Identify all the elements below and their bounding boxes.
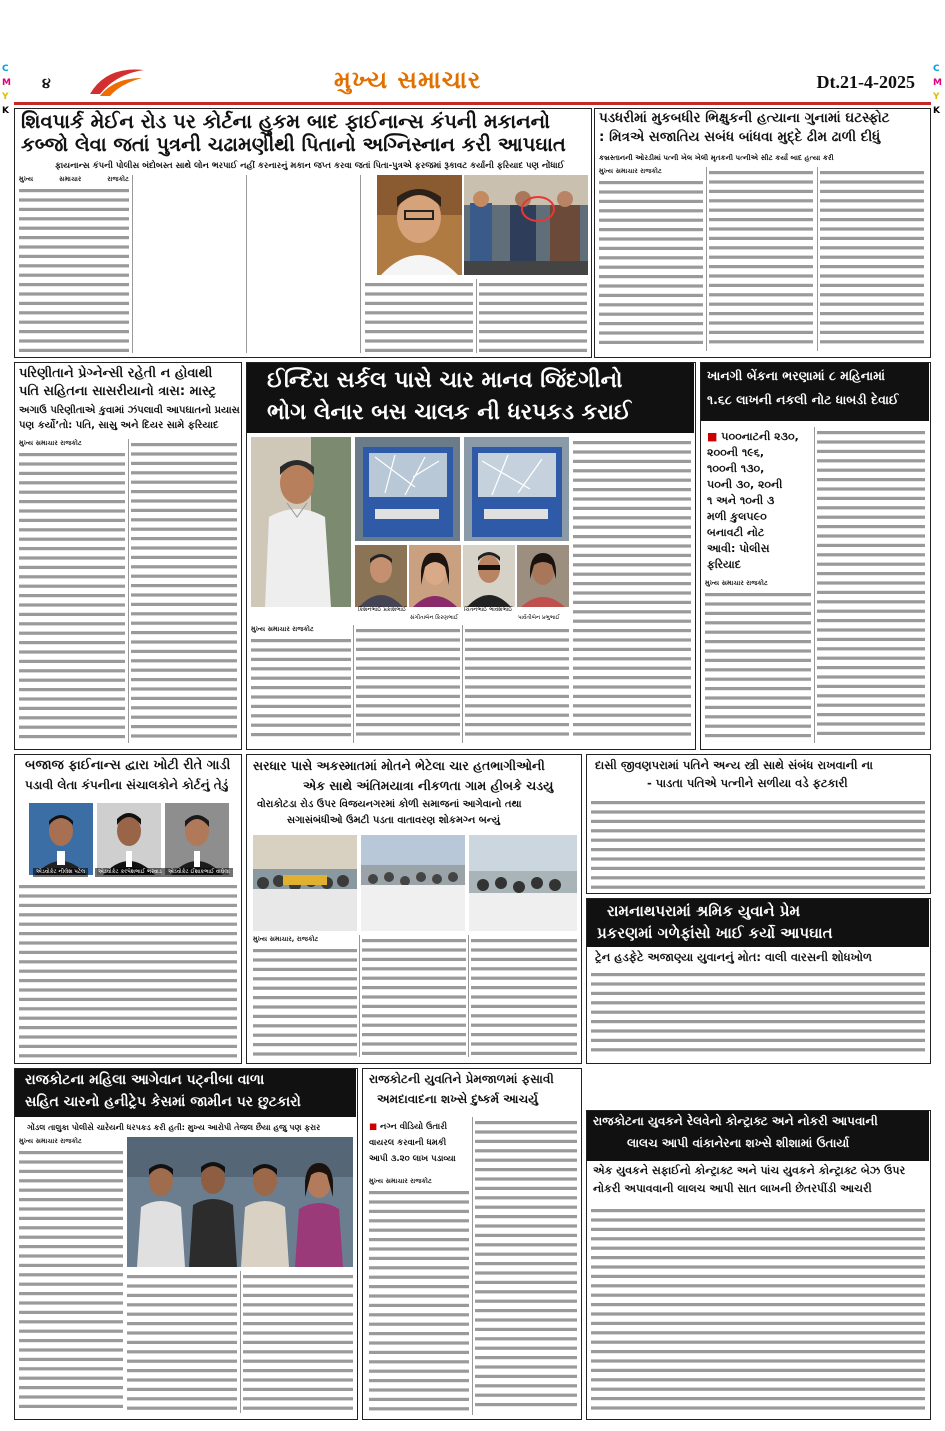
article-column: [356, 625, 460, 745]
article-body: [591, 969, 925, 1061]
article-column: [705, 579, 811, 745]
subheadline: સગાસંબંધીઓ ઉમટી પડતા વાતાવરણ શોકમગ્ન બન્યું: [287, 815, 501, 826]
headline: લાલચ આપી વાંકાનેરના શખ્સે શીશામાં ઉતાર્યા: [627, 1136, 850, 1150]
article-column: [820, 167, 924, 353]
dateline: મુખ્ય સમાચાર રાજકોટ: [19, 439, 82, 447]
cmyk-m: M: [933, 78, 942, 88]
body-text-lines: [591, 797, 925, 891]
dateline: મુખ્ય સમાચાર રાજકોટ: [599, 167, 662, 175]
story-bajaj-finance-court: [14, 754, 242, 1064]
headline: ભોગ લેનાર બસ ચાલક ની ધરપકડ કરાઈ: [267, 400, 631, 425]
bullet-line: વાયરલ કરવાની ધમકી: [369, 1138, 447, 1148]
body-text-lines: [573, 437, 691, 745]
subheadline: ગોંડલ તાલુકા પોલીસે ચારેયની ધરપકડ કરી હતી: મુખ્ય આરોપી તેજલ છૈયા હજુ પણ ફરાર: [27, 1123, 321, 1132]
body-text-lines: [251, 625, 351, 745]
body-text-lines: [705, 579, 811, 745]
dateline: મુખ્ય સમાચાર રાજકોટ: [19, 1137, 82, 1145]
story-ramnathpara-suicide: [586, 898, 931, 1064]
story-fake-notes: [700, 362, 931, 750]
victim-name-3: ચિંતનભાઈ ભાવેશભાઈ: [461, 607, 516, 614]
article-column: [599, 167, 703, 353]
body-text-lines: [19, 1137, 123, 1415]
headline: દાસી જીવણપરામાં પતિને અન્ય સ્ત્રી સાથે સંબંધ રાખવાની ના: [595, 758, 873, 772]
body-text-lines: [465, 625, 569, 745]
advocate-photo-2: [97, 803, 161, 875]
damaged-bus-photo: [355, 437, 460, 541]
dateline: મુખ્ય સમાચાર રાજકોટ: [251, 625, 314, 633]
funeral-procession-photo-1: [253, 835, 357, 931]
cmyk-c: C: [2, 64, 9, 74]
advocate-name-1: એડવોકેટ નીલેશ પટેલ: [33, 868, 88, 877]
headline: પતિ સહિતના સાસરીયાનો ત્રાસ: માસ્ટ્ર: [19, 384, 217, 399]
body-text-lines: [591, 1205, 925, 1415]
headline: રામનાથપરામાં શ્રમિક યુવાને પ્રેમ: [607, 902, 801, 920]
story-bus-driver-arrest: [246, 362, 696, 750]
headline: ખાનગી બેંકના ભરણામાં ૮ મહિનામાં: [707, 368, 885, 383]
victim-photo-2: [409, 545, 461, 607]
subheadline: પણ કર્યો’તો: પતિ, સાસુ અને દિયર સામે ફરિયાદ: [19, 420, 219, 431]
dateline: મુખ્ય સમાચાર રાજકોટ: [705, 579, 768, 587]
article-column: [479, 279, 587, 355]
accused-bus-driver-photo: [251, 437, 351, 607]
damaged-bus-photo-2: [464, 437, 569, 541]
bullet-line: નગ્ન વીડિયો ઉતારી: [380, 1122, 448, 1132]
headline: બજાજ ફાઈનાન્સ દ્વારા ખોટી રીતે ગાડી: [25, 758, 231, 773]
headline: : મિત્રએ સજાતિય સબંધ બાંધવા મુદ્દે ઢીમ ઢાળી દીધું: [599, 129, 881, 145]
article-column: [253, 935, 357, 1059]
funeral-procession-photo-2: [361, 835, 465, 931]
bullet-square-icon: ■: [707, 430, 718, 443]
bullet-line: ૧૦૦ની ૧૩૦,: [707, 462, 765, 475]
article-column: [243, 1271, 353, 1415]
headline: પડાવી લેતા કંપનીના સંચાલકોને કોર્ટનું તેડું: [25, 778, 229, 792]
article-column: [19, 1137, 123, 1415]
article-column: [709, 167, 813, 353]
body-text-lines: [479, 279, 587, 355]
body-text-lines: [19, 881, 237, 1059]
subheadline: ફાયનાન્સ કંપની પોલીસ બંદોબસ્ત સાથે લોન ભરપાઈ નહીં કરનારનું મકાન જપ્ત કરવા જતાં પિતા-પુત્રએ ફરજમાં રૂકાવટ કર્યાની ફરિયાદ પણ નોંધાઈ: [55, 161, 565, 171]
body-text-lines: [820, 167, 924, 353]
body-text-lines: [127, 1271, 237, 1415]
headline: - પાડતા પતિએ પત્નીને સળીયા વડે ફટકારી: [647, 776, 848, 790]
body-text-lines: [817, 427, 925, 745]
article-column: [127, 1271, 237, 1415]
article-column: [19, 175, 129, 355]
headline: સહિત ચારનો હનીટ્રેપ કેસમાં જામીન પર છુટકારો: [25, 1094, 301, 1110]
cmyk-c: C: [933, 64, 940, 74]
person-portrait-photo: [377, 175, 462, 275]
cmyk-m: M: [2, 78, 11, 88]
bullet-square-icon: ■: [369, 1122, 378, 1132]
color-registration-left: [2, 62, 12, 118]
body-text-lines: [131, 439, 237, 745]
body-text-lines: [19, 439, 125, 745]
body-text-lines: [599, 167, 703, 353]
bullet-line: આપી ૩.૨૦ લાખ પડાવ્યા: [369, 1154, 456, 1164]
story-railway-contract-fraud: [586, 1110, 931, 1420]
body-text-lines: [709, 167, 813, 353]
headline: પરિણીતાને પ્રેગ્નેન્સી રહેતી ન હોવાથી: [19, 366, 213, 381]
bullet-line: મળી કુલ૫૯૦: [707, 510, 767, 523]
accused-group-photo: [127, 1137, 353, 1267]
body-text-lines: [475, 1117, 577, 1415]
color-registration-right: [933, 62, 943, 118]
story-shivpark-suicide: [14, 108, 592, 358]
headline: પડધરીમાં મુકબધીર ભિક્ષુકની હત્યાના ગુનામાં ઘટસ્ફોટ: [599, 110, 890, 126]
article-column: [251, 625, 351, 745]
article-column: [573, 437, 691, 745]
headline: રાજકોટના મહિલા આગેવાન પટ્નીબા વાળા: [25, 1072, 265, 1088]
victim-name-4: પાર્વતીબેન પ્રભુભાઈ: [515, 615, 563, 622]
headline: શિવપાર્ક મેઈન રોડ પર કોર્ટના હુકમ બાદ ફાઈનાન્સ કંપની મકાનનો: [21, 110, 551, 133]
section-title: મુખ્ય સમાચાર: [334, 66, 482, 94]
story-husband-assault: [586, 754, 931, 894]
funeral-procession-photo-3: [469, 835, 577, 931]
article-body: [591, 1205, 925, 1415]
dateline: મુખ્ય સમાચાર રાજકોટ: [19, 175, 129, 183]
highlight-bullets: [707, 429, 809, 573]
cmyk-k: K: [933, 106, 940, 116]
subheadline: વોરાકોટડા રોડ ઉપર વિજયનગરમાં કોળી સમાજનાં આગેવાનો તથા: [257, 799, 522, 810]
cmyk-k: K: [2, 106, 9, 116]
dateline: મુખ્ય સમાચાર રાજકોટ: [369, 1177, 432, 1185]
body-text-lines: [253, 935, 357, 1059]
article-column: [19, 439, 125, 745]
headline: અમદાવાદના શખ્સે દુષ્કર્મ આચર્યુ: [377, 1092, 538, 1106]
article-column: [131, 439, 237, 745]
article-body: [19, 881, 237, 1059]
body-text-lines: [365, 279, 473, 355]
story-padadhari-murder: [594, 108, 931, 358]
body-text-lines: [243, 1271, 353, 1415]
article-column: [465, 625, 569, 745]
article-body: [591, 797, 925, 891]
page-header: [14, 64, 931, 105]
headline: કબ્જો લેવા જતાં પુત્રની ચઢામણીથી પિતાનો અગ્નિસ્નાન કરી આપઘાત: [21, 133, 566, 156]
bullet-line: ફરિયાદ: [707, 558, 741, 571]
bullet-line: ૨૦૦ની ૧૯૬,: [707, 446, 765, 459]
article-column: [817, 427, 925, 745]
body-text-lines: [356, 625, 460, 745]
body-text-lines: [591, 969, 925, 1061]
victim-photo-1: [355, 545, 407, 607]
cmyk-y: Y: [933, 92, 940, 102]
bullet-line: ૫૦ની ૩૦, ૨૦ની: [707, 478, 783, 491]
headline: પ્રકરણમાં ગળેફાંસો ખાઈ કર્યો આપઘાત: [597, 924, 833, 942]
crime-scene-photo: [464, 175, 588, 275]
body-text-lines: [471, 935, 577, 1059]
bullet-line: બનાવટી નોટ: [707, 526, 765, 539]
victim-name-2: સંગીતાબેન કિરણભાઈ: [407, 615, 461, 622]
subheadline: એક યુવકને સફાઈનો કોન્ટ્રાક્ટ અને પાંચ યુવકને કોન્ટ્રાક્ટ બેઝ ઉપર: [593, 1164, 906, 1177]
cmyk-y: Y: [2, 92, 9, 102]
article-column: [365, 279, 473, 355]
body-text-lines: [362, 935, 466, 1059]
headline: એક સાથે અંતિમયાત્રા નીકળતા ગામ હીબકે ચડયુ: [303, 778, 554, 793]
bullet-line: ૫૦૦નાટની ૨૩૦,: [721, 430, 799, 443]
victim-photo-4: [517, 545, 569, 607]
body-text-lines: [369, 1177, 469, 1415]
bullet-line: ૧ અને ૧૦ની ૩: [707, 494, 775, 507]
bullet-line: આવી: પોલીસ: [707, 542, 770, 555]
headline: રાજકોટના યુવકને રેલવેનો કોન્ટ્રાક્ટ અને નોકરી આપવાની: [593, 1114, 878, 1128]
headline: સરધાર પાસે અકસ્માતમાં મોતને ભેટેલા ચાર હતભાગીઓની: [253, 758, 545, 773]
story-honeytrap-bail: [14, 1068, 358, 1420]
article-column: [362, 935, 466, 1059]
dateline: મુખ્ય સમાચાર, રાજકોટ: [253, 935, 319, 943]
story-love-trap-assault: [362, 1068, 582, 1420]
advocate-photo-1: [29, 803, 93, 875]
headline: ૧.૬૮ લાખની નકલી નોટ ધાબડી દેવાઈ: [707, 392, 899, 407]
subheadline: અગાઉ પરિણીતાએ કુવામાં ઝંપલાવી આપઘાતનો પ્રયાસ: [19, 405, 240, 416]
story-sardhar-funeral: [246, 754, 582, 1064]
article-column: [369, 1177, 469, 1415]
page-number: ૪: [42, 76, 51, 92]
story-dowry-harassment: [14, 362, 242, 750]
advocate-photo-3: [165, 803, 229, 875]
headline: રાજકોટની યુવતિને પ્રેમજાળમાં ફસાવી: [369, 1072, 554, 1086]
highlight-bullets: [369, 1119, 473, 1167]
subheadline: નોકરી અપાવવાની લાલચ આપી સાત લાખની છેતરપીંડી આચરી: [593, 1182, 872, 1195]
advocate-name-2: એડવોકેટ કલ્પેશભાઈ ભરવાડ: [95, 868, 165, 877]
victim-name-1: કિશનભાઈ પ્રકાશભાઈ: [355, 607, 409, 614]
body-text-lines: [19, 175, 129, 355]
subheadline: કબ્રસ્તાનની ઓરડીમાં પત્ની ખેલ ખેલી મૃતકની પત્નીએ સીટ કર્યા બાદ હત્યા કરી: [599, 153, 834, 162]
victim-photo-3: [463, 545, 515, 607]
article-column: [475, 1117, 577, 1415]
article-column: [471, 935, 577, 1059]
newspaper-logo-icon: [86, 64, 148, 100]
subheadline: ટ્રેન હડફેટે અજાણ્યા યુવાનનું મોત: વાલી વારસની શોધખોળ: [595, 950, 872, 964]
headline: ઈન્દિરા સર્કલ પાસે ચાર માનવ જિંદગીનો: [267, 368, 623, 393]
advocate-name-3: એડવોકેટ ઈશાકભાઈ વાઘેલા: [165, 868, 233, 877]
issue-date: Dt.21-4-2025: [816, 72, 915, 92]
